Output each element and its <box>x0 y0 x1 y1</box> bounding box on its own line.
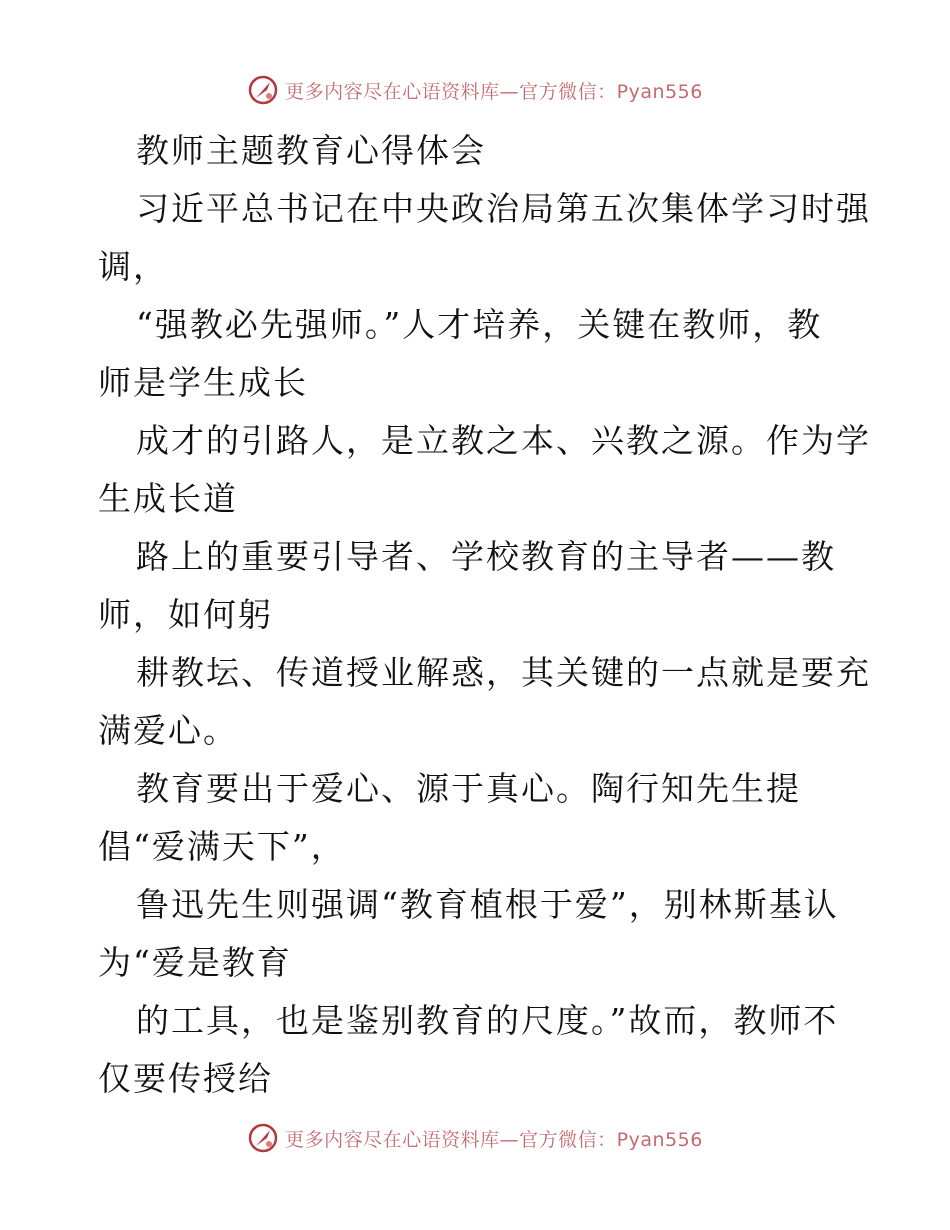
header-text: 更多内容尽在心语资料库—官方微信：Pyan556 <box>285 80 703 103</box>
paragraph-line: 耕教坛、传道授业解惑，其关键的一点就是要充 <box>136 653 871 692</box>
paragraph-line: 师，如何躬 <box>98 595 273 634</box>
paragraph-line: 成才的引路人，是立教之本、兴教之源。作为学 <box>136 421 871 460</box>
paragraph-line: 倡“爱满天下”， <box>98 827 346 866</box>
paragraph-line: 仅要传授给 <box>98 1059 273 1098</box>
document-body <box>98 122 871 1108</box>
quill-logo-icon <box>247 74 279 106</box>
paragraph-line: 路上的重要引导者、学校教育的主导者——教 <box>136 537 836 576</box>
paragraph-line: 教育要出于爱心、源于真心。陶行知先生提 <box>136 769 801 808</box>
header-banner <box>0 70 950 110</box>
footer-text: 更多内容尽在心语资料库—官方微信：Pyan556 <box>285 1128 703 1151</box>
paragraph-line: 的工具，也是鉴别教育的尺度。”故而，教师不 <box>136 1001 839 1040</box>
paragraph-line: 为“爱是教育 <box>98 943 292 982</box>
paragraph-line: 满爱心。 <box>98 711 238 750</box>
footer-banner <box>0 1118 950 1158</box>
document-title: 教师主题教育心得体会 <box>136 131 486 170</box>
paragraph-line: “强教必先强师。”人才培养，关键在教师，教 <box>136 305 823 344</box>
paragraph-line: 鲁迅先生则强调“教育植根于爱”，别林斯基认 <box>136 885 839 924</box>
quill-logo-icon <box>247 1122 279 1154</box>
paragraph-line: 生成长道 <box>98 479 238 518</box>
paragraph-line: 习近平总书记在中央政治局第五次集体学习时强 <box>136 189 871 228</box>
paragraph-line: 师是学生成长 <box>98 363 308 402</box>
paragraph-line: 调， <box>98 247 168 286</box>
